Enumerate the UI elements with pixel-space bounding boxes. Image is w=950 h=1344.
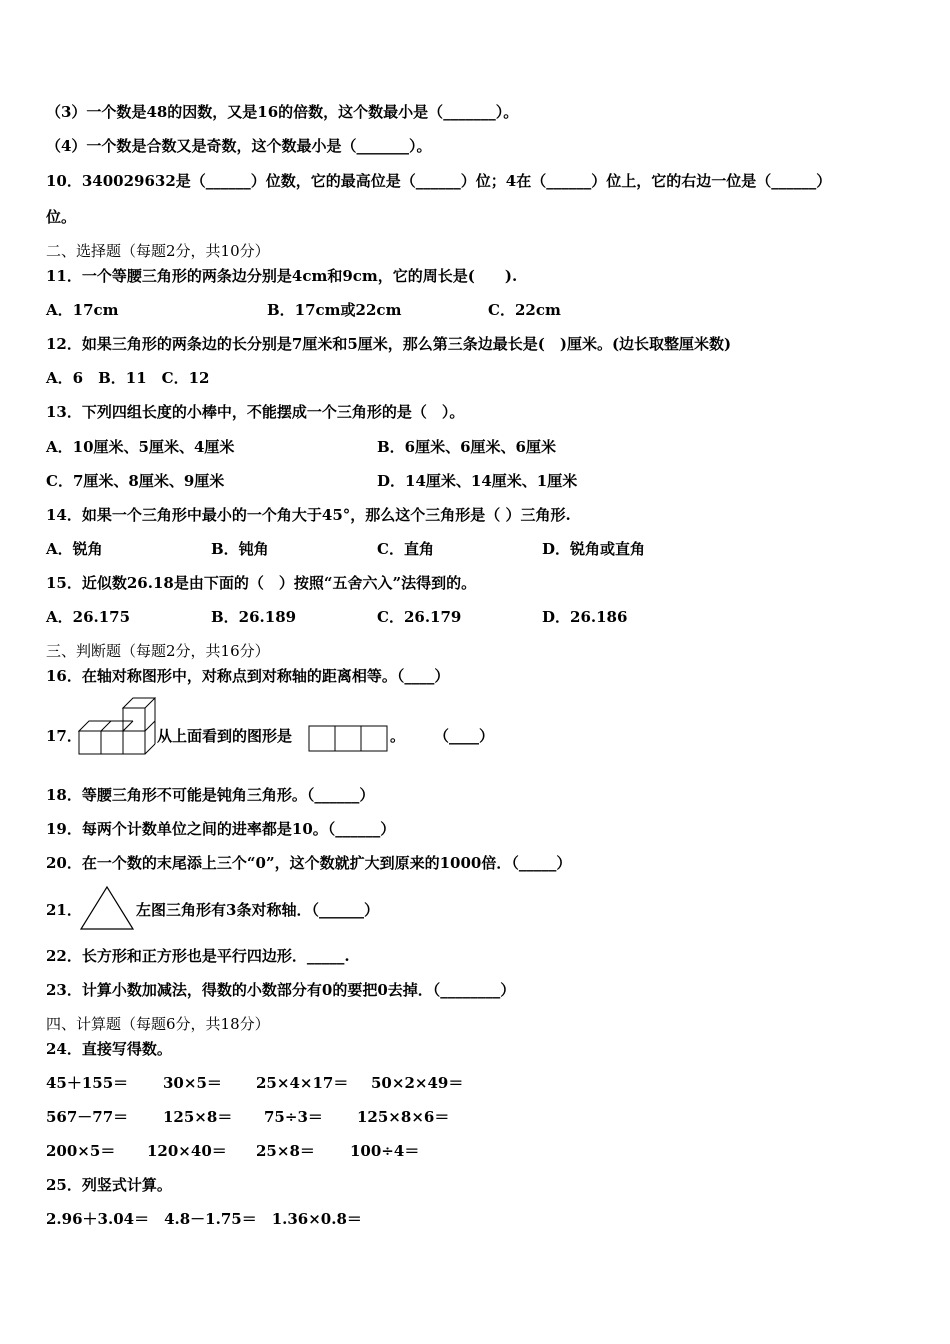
question-4: （4）一个数是合数又是奇数，这个数最小是（_______）。	[46, 137, 432, 155]
question-22: 22．长方形和正方形也是平行四边形．_____.	[46, 947, 350, 965]
section-3-heading: 三、判断题（每题2分，共16分）	[46, 642, 270, 660]
calc-item: 125×8＝	[163, 1108, 233, 1126]
question-17-end: 。	[390, 727, 406, 745]
section-2-heading: 二、选择题（每题2分，共10分）	[46, 242, 270, 260]
section-4-heading: 四、计算题（每题6分，共18分）	[46, 1015, 270, 1033]
question-21-number: 21．	[46, 901, 82, 919]
question-25: 25．列竖式计算。	[46, 1176, 172, 1194]
question-10-cont: 位。	[46, 208, 77, 226]
calc-item: 200×5＝	[46, 1142, 116, 1160]
q13-option-b: B．6厘米、6厘米、6厘米	[377, 438, 556, 456]
top-view-figure	[308, 725, 388, 752]
q12-options: A．6 B．11 C．12	[46, 369, 210, 387]
q15-option-a: A．26.175	[46, 608, 131, 626]
calc-item: 120×40＝	[147, 1142, 227, 1160]
question-17-blank: （____）	[434, 727, 495, 745]
question-16: 16．在轴对称图形中，对称点到对称轴的距离相等。（____）	[46, 667, 450, 685]
q13-option-d: D．14厘米、14厘米、1厘米	[377, 472, 578, 490]
calc-item: 25×8＝	[256, 1142, 315, 1160]
q11-option-a: A．17cm	[46, 301, 119, 319]
q25-expressions: 2.96＋3.04＝ 4.8－1.75＝ 1.36×0.8＝	[46, 1210, 362, 1228]
question-14: 14．如果一个三角形中最小的一个角大于45°，那么这个三角形是（ ）三角形.	[46, 506, 571, 524]
question-19: 19．每两个计数单位之间的进率都是10。（______）	[46, 820, 396, 838]
question-17-number: 17．	[46, 727, 82, 745]
calc-item: 45＋155＝	[46, 1074, 129, 1092]
calc-item: 30×5＝	[163, 1074, 222, 1092]
question-18: 18．等腰三角形不可能是钝角三角形。（______）	[46, 786, 375, 804]
question-15: 15．近似数26.18是由下面的（ ）按照“五舍六入”法得到的。	[46, 574, 477, 592]
calc-item: 567－77＝	[46, 1108, 129, 1126]
question-17-text: 从上面看到的图形是	[157, 727, 293, 745]
calc-item: 50×2×49＝	[371, 1074, 464, 1092]
calc-item: 25×4×17＝	[256, 1074, 349, 1092]
question-10: 10．340029632是（______）位数，它的最高位是（______）位；4在（______）位上，它的右边一位是（______）	[46, 172, 832, 190]
question-13: 13．下列四组长度的小棒中，不能摆成一个三角形的是（ ）。	[46, 403, 465, 421]
q14-option-d: D．锐角或直角	[542, 540, 646, 558]
question-3: （3）一个数是48的因数，又是16的倍数，这个数最小是（_______）。	[46, 103, 519, 121]
q13-option-c: C．7厘米、8厘米、9厘米	[46, 472, 225, 490]
q14-option-a: A．锐角	[46, 540, 103, 558]
q11-option-c: C．22cm	[488, 301, 561, 319]
cubes-figure	[78, 697, 158, 757]
question-23: 23．计算小数加减法，得数的小数部分有0的要把0去掉．（________）	[46, 981, 516, 999]
q13-option-a: A．10厘米、5厘米、4厘米	[46, 438, 235, 456]
triangle-figure	[79, 885, 135, 931]
question-20: 20．在一个数的末尾添上三个“0”，这个数就扩大到原来的1000倍．（_____）	[46, 854, 572, 872]
q14-option-c: C．直角	[377, 540, 434, 558]
calc-item: 125×8×6＝	[357, 1108, 450, 1126]
calc-item: 100÷4＝	[350, 1142, 420, 1160]
q15-option-b: B．26.189	[211, 608, 297, 626]
question-12: 12．如果三角形的两条边的长分别是7厘米和5厘米，那么第三条边最长是( )厘米。(边长取整厘米数)	[46, 335, 732, 353]
question-24: 24．直接写得数。	[46, 1040, 172, 1058]
question-21-text: 左图三角形有3条对称轴．（______）	[136, 901, 379, 919]
question-11: 11．一个等腰三角形的两条边分别是4cm和9cm，它的周长是( ).	[46, 267, 518, 285]
q14-option-b: B．钝角	[211, 540, 269, 558]
q11-option-b: B．17cm或22cm	[267, 301, 402, 319]
q15-option-c: C．26.179	[377, 608, 462, 626]
calc-item: 75÷3＝	[264, 1108, 323, 1126]
q15-option-d: D．26.186	[542, 608, 628, 626]
